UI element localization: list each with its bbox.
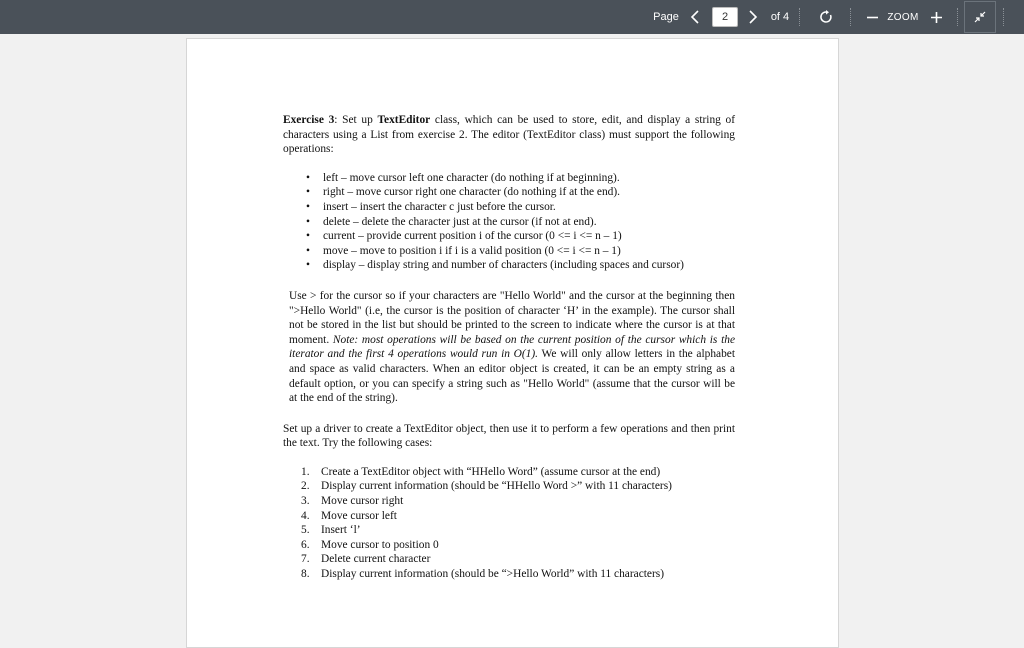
toolbar-divider — [957, 8, 958, 26]
next-page-button[interactable] — [742, 0, 764, 34]
zoom-in-button[interactable] — [926, 0, 946, 34]
exit-fullscreen-button[interactable] — [964, 1, 996, 33]
case-number: 7. — [301, 553, 310, 566]
collapse-icon — [974, 11, 986, 23]
chevron-left-icon — [690, 10, 700, 24]
document-content — [283, 113, 735, 582]
list-item: • delete – delete the character just at the cursor (if not at end). — [323, 215, 735, 230]
cursor-explanation-text: We will only allow letters in the alphabet and space as valid characters. When an editor object is created, it can be an empty string as a default option, or you can specify a string such as "Hello World" (assume that the cursor will be at the end of the string). — [289, 348, 736, 405]
minus-icon — [867, 12, 878, 23]
case-text: Delete current character — [321, 553, 431, 566]
exercise-intro-text: : Set up — [334, 114, 378, 126]
list-item: • insert – insert the character c just before the cursor. — [323, 200, 735, 215]
test-cases-list — [283, 465, 735, 582]
case-text: Create a TextEditor object with “HHello Word” (assume cursor at the end) — [321, 465, 661, 478]
list-item: • right – move cursor right one character (do nothing if at the end). — [323, 185, 735, 200]
toolbar-divider — [1003, 8, 1004, 26]
list-item — [301, 538, 735, 553]
operations-list — [283, 171, 735, 273]
driver-instructions: Set up a driver to create a TextEditor object, then use it to perform a few operations and then print the text. Try the following cases: — [283, 422, 735, 450]
case-number: 8. — [301, 568, 310, 581]
exercise-intro-text: class, which can be used to store, edit, and display a string of characters using a List from exercise 2. The editor (TextEditor class) must support the following operations: — [283, 114, 736, 156]
plus-icon — [931, 12, 942, 23]
page-label: Page — [653, 11, 679, 23]
page-number-input[interactable] — [712, 7, 738, 27]
case-number: 3. — [301, 495, 310, 508]
toolbar-divider — [799, 8, 800, 26]
case-number: 1. — [301, 465, 310, 478]
document-page — [186, 38, 839, 648]
list-item: • display – display string and number of characters (including spaces and cursor) — [323, 258, 735, 273]
zoom-label: ZOOM — [887, 11, 919, 23]
complexity-note: Note: most operations will be based on the current position of the cursor which is the iterator and the first 4 operations would run in O(1). — [289, 333, 735, 361]
case-text: Move cursor right — [321, 495, 404, 508]
case-number: 5. — [301, 524, 310, 537]
case-number: 6. — [301, 538, 310, 551]
case-text: Display current information (should be “>Hello World” with 11 characters) — [321, 568, 665, 581]
exercise-label: Exercise 3 — [283, 114, 335, 126]
previous-page-button[interactable] — [684, 0, 706, 34]
list-item: • current – provide current position i of the cursor (0 <= i <= n – 1) — [323, 229, 735, 244]
cursor-explanation — [283, 289, 735, 406]
pdf-toolbar — [0, 0, 1024, 34]
exercise-intro — [283, 113, 735, 157]
case-text: Insert ‘l’ — [321, 524, 361, 537]
list-item: • left – move cursor left one character (do nothing if at beginning). — [323, 171, 735, 186]
list-item — [301, 552, 735, 567]
case-number: 4. — [301, 509, 310, 522]
list-item — [301, 523, 735, 538]
class-name: TextEditor — [377, 114, 431, 126]
case-text: Display current information (should be “HHello Word >” with 11 characters) — [321, 480, 672, 493]
list-item — [301, 465, 735, 480]
case-number: 2. — [301, 480, 310, 493]
zoom-out-button[interactable] — [862, 0, 882, 34]
case-text: Move cursor to position 0 — [321, 538, 439, 551]
list-item — [301, 479, 735, 494]
toolbar-divider — [850, 8, 851, 26]
cursor-explanation-text: Use > for the cursor so if your characters are "Hello World" and the cursor at the beginning then ">Hello World" (i.e, the cursor is the position of character ‘H’ in the example). The cursor shall not be stored in the list but should be printed to the screen to indicate where the cursor is at that moment. — [289, 289, 735, 346]
chevron-right-icon — [748, 10, 758, 24]
case-text: Move cursor left — [321, 509, 397, 522]
list-item — [301, 509, 735, 524]
list-item — [301, 494, 735, 509]
list-item — [301, 567, 735, 582]
list-item: • move – move to position i if i is a valid position (0 <= i <= n – 1) — [323, 244, 735, 259]
page-count: of 4 — [770, 11, 790, 23]
rotate-icon — [819, 10, 833, 24]
rotate-button[interactable] — [814, 0, 838, 34]
